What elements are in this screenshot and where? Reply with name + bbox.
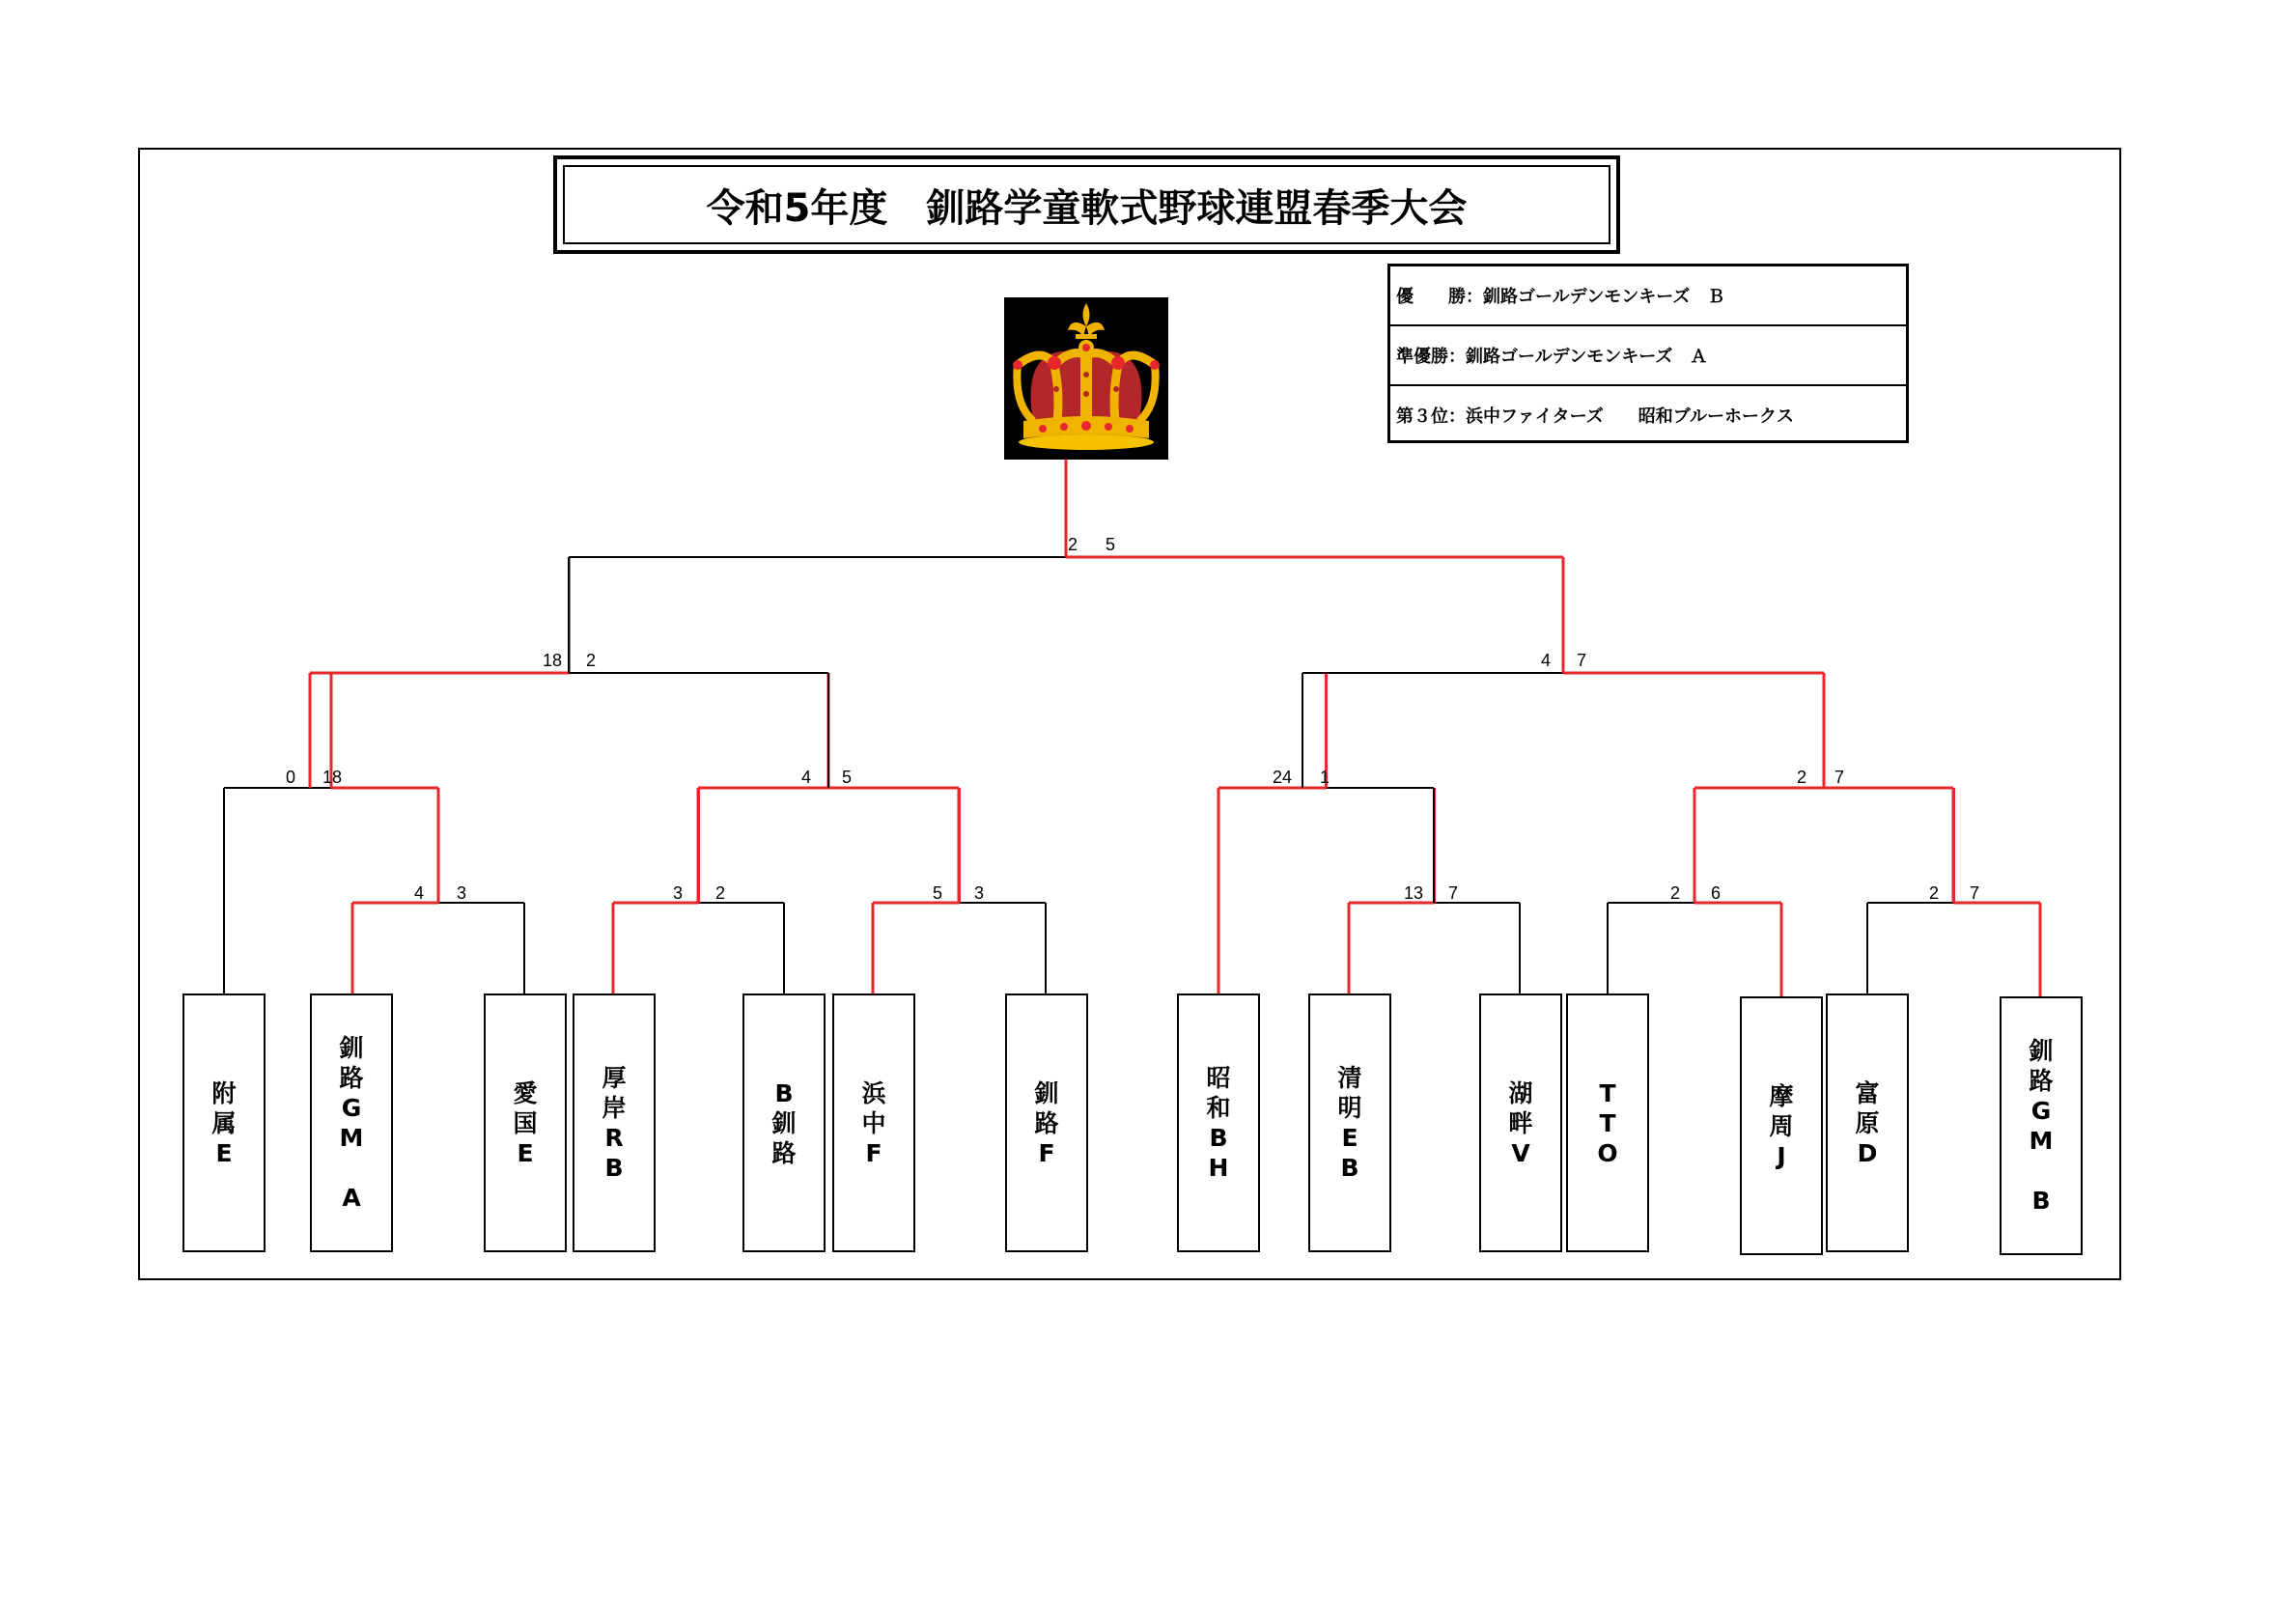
score-qf4-right: 7	[1834, 768, 1845, 787]
score-r1-6-left: 2	[1928, 883, 1939, 903]
team-box: 釧 路 F	[1005, 993, 1088, 1252]
result-row-third	[1390, 386, 1906, 444]
team-box: 浜 中 F	[832, 993, 915, 1252]
team-box: B 釧 路	[742, 993, 826, 1252]
team-box: 愛 国 E	[484, 993, 567, 1252]
results-table	[1387, 264, 1909, 443]
score-r1-3-right: 3	[974, 883, 985, 903]
score-final-left: 2	[1067, 535, 1078, 554]
score-r1-4-left: 13	[1403, 883, 1423, 903]
score-qf3-left: 24	[1272, 768, 1292, 787]
score-r1-2-left: 3	[672, 883, 683, 903]
score-qf2-right: 5	[842, 768, 853, 787]
result-label: 準優勝：	[1396, 347, 1466, 367]
result-row-champion	[1390, 266, 1906, 326]
team-box: 釧 路 G M A	[310, 993, 393, 1252]
score-final-right: 5	[1106, 535, 1116, 554]
result-value: 浜中ファイターズ 昭和ブルーホークス	[1466, 406, 1794, 427]
score-r1-1-left: 4	[413, 883, 424, 903]
result-label: 優 勝：	[1396, 287, 1483, 307]
score-r1-4-right: 7	[1448, 883, 1459, 903]
score-r1-3-left: 5	[932, 883, 942, 903]
result-value: 釧路ゴールデンモンキーズ Ｂ	[1483, 287, 1725, 307]
team-box: 厚 岸 R B	[573, 993, 656, 1252]
score-sf-right-right: 7	[1577, 651, 1587, 670]
team-box: 摩 周 J	[1740, 996, 1823, 1255]
result-row-runner-up	[1390, 326, 1906, 386]
score-r1-5-left: 2	[1669, 883, 1680, 903]
team-box: 附 属 E	[182, 993, 266, 1252]
score-sf-right-left: 4	[1540, 651, 1551, 670]
score-qf3-right: 1	[1320, 768, 1330, 787]
score-r1-2-right: 2	[715, 883, 726, 903]
result-label: 第３位：	[1396, 406, 1466, 427]
score-sf-left-right: 2	[586, 651, 597, 670]
team-box: 釧 路 G M B	[2000, 996, 2083, 1255]
score-qf1-right: 18	[322, 768, 343, 787]
page-title: 令和5年度 釧路学童軟式野球連盟春季大会	[563, 165, 1610, 244]
team-box: T T O	[1566, 993, 1649, 1252]
result-value: 釧路ゴールデンモンキーズ Ａ	[1466, 347, 1708, 367]
title-box	[553, 155, 1620, 254]
team-box: 昭 和 B H	[1177, 993, 1260, 1252]
score-sf-left-left: 18	[542, 651, 562, 670]
score-r1-6-right: 7	[1970, 883, 1980, 903]
team-box: 清 明 E B	[1308, 993, 1391, 1252]
score-r1-1-right: 3	[457, 883, 467, 903]
crown-icon	[1004, 297, 1168, 460]
score-qf1-left: 0	[285, 768, 295, 787]
score-qf2-left: 4	[800, 768, 811, 787]
score-qf4-left: 2	[1796, 768, 1806, 787]
score-r1-5-right: 6	[1711, 883, 1722, 903]
team-box: 湖 畔 V	[1479, 993, 1562, 1252]
team-box: 富 原 D	[1826, 993, 1909, 1252]
